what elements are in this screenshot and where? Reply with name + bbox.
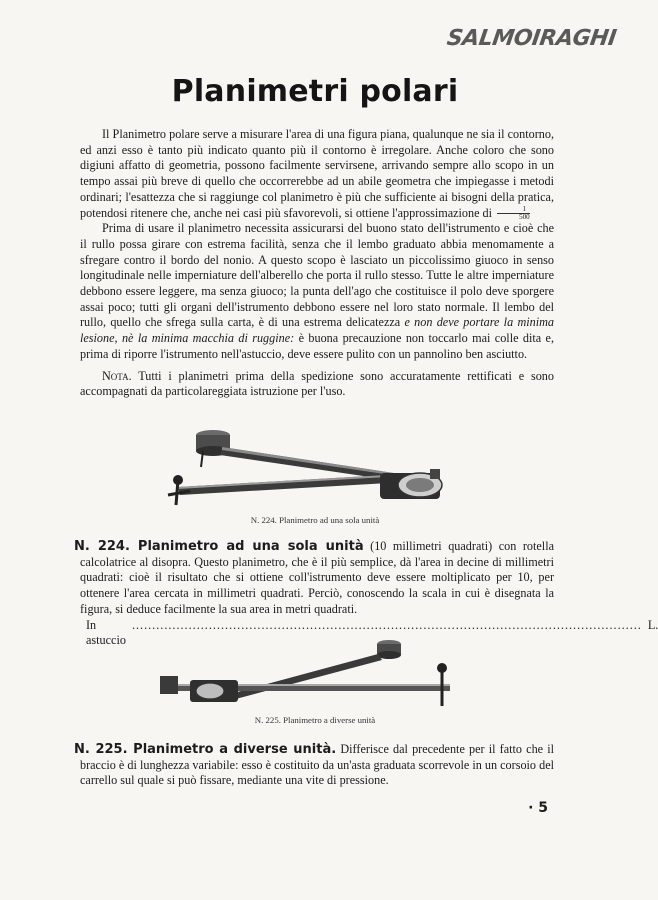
note-text: Tutti i planimetri prima della spedizione sono accuratamente rettificati e sono accompagnati da particolareggiata istruzione per l'uso. [80, 368, 554, 399]
figure-225 [0, 636, 630, 728]
planimeter-225-image [0, 636, 630, 712]
item-224-heading: N. 224. Planimetro ad una sola unità [74, 539, 364, 554]
approximation-fraction [497, 206, 530, 221]
item-225-paragraph [74, 742, 555, 789]
item-224-price-currency: L. [647, 617, 658, 632]
figure-225-caption: N. 225. Planimetro a diverse unità [254, 715, 376, 725]
note-paragraph [80, 369, 554, 400]
intro-paragraph-2-italic: e non deve portare la minima lesione, nè la minima macchia di ruggine: [80, 315, 555, 346]
leader-dots: .............................................................................................................................. [131, 617, 642, 632]
fraction-denominator: 500 [497, 213, 530, 221]
item-225-text: Differisce dal precedente per il fatto che il braccio è di lunghezza variabile: esso è costituito da un'asta graduata scorrevole in un corsoio del carrello sul quale si può fissare, mediante una vite di pressione. [80, 742, 555, 788]
intro-paragraph-2-text-a: Prima di usare il planimetro necessita assicurarsi del buono stato dell'istrumento e cioè che il rullo possa girare con estrema facilità, senza che il lembo graduato abbia menomamente a sfregare contro il bordo del nonio. A questo scopo è lasciato un piccolissimo giuoco in senso longitudinale nelle imperniature dell'alberello che porta il rullo stesso. Tutte le altre imperniature debbono essere leggere, ma senza giuoco; la punta dell'ago che costituisce il polo deve sporgere assai poco; tutti gli organi dell'istrumento debbono essere nel loro stato normale. Il lembo del rullo, quello che sfrega sulla carta, è di una estrema delicatezza [80, 221, 554, 330]
intro-paragraph-2-text-b: è buona precauzione non toccarlo mai colle dita e, prima di riporre l'istrumento nell'astuccio, deve essere pulito con un pannolino ben asciutto. [80, 331, 554, 361]
item-224-section [74, 539, 658, 649]
note-label: Nota. [102, 368, 132, 383]
page-title: Planimetri polari [171, 74, 459, 109]
intro-paragraph-2 [80, 221, 554, 362]
page-number: · 5 [528, 800, 548, 816]
item-224-price-label: In astuccio [86, 617, 126, 648]
item-225-section [74, 742, 555, 789]
item-224-text: (10 millimetri quadrati) con rotella calcolatrice al disopra. Questo planimetro, che è il più semplice, dà l'area in decine di millimetri quadrati: cioè il risultato che si ottiene coll'istrumento deve essere moltiplicato per 10, per ottenere l'area cercata in millimetri quadrati. Perciò, conoscendo la scala in cui è disegnata la figura, si deduce facilmente la sua area in metri quadrati. [80, 539, 554, 616]
item-224-paragraph [74, 539, 554, 618]
intro-section [80, 127, 554, 400]
item-225-heading: N. 225. Planimetro a diverse unità. [74, 742, 337, 757]
intro-paragraph-1-text: Il Planimetro polare serve a misurare l'area di una figura piana, qualunque ne sia il contorno, ed anzi esso è tanto più indicato quanto più il contorno è irregolare. Anche coloro che sono digiuni affatto di geometria, possono facilmente servirsene, arrivando sempre allo scopo in un tempo assai più breve di quello che occorrerebbe ad un abile geometra che impiegasse i metodi ordinari; l'esattezza che si raggiunge col planimetro è più che sufficiente ai bisogni della pratica, potendosi ritenere che, anche nei casi più sfavorevoli, si ottiene l'approssimazione di [80, 127, 554, 220]
brand-logo: SALMOIRAGHI [445, 26, 618, 51]
intro-paragraph-1 [80, 127, 554, 221]
fraction-numerator: 1 [522, 205, 527, 214]
planimeter-224-image [0, 425, 630, 515]
figure-224-caption: N. 224. Planimetro ad una sola unità [250, 515, 380, 525]
figure-224 [0, 425, 630, 530]
